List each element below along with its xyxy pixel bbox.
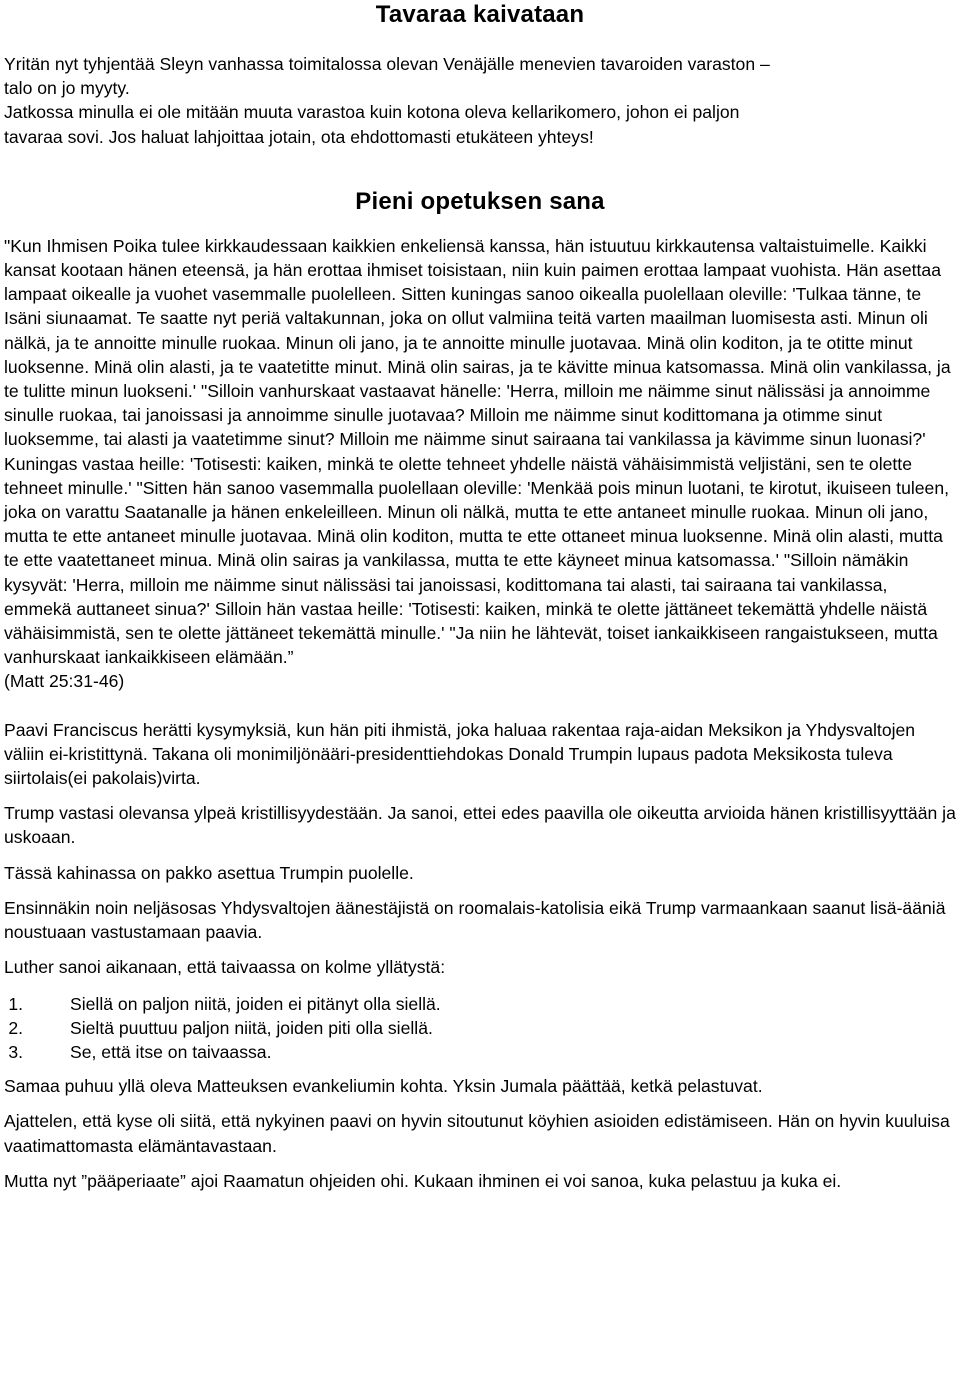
list-number: 2. [8, 1017, 23, 1038]
list-item-text: Se, että itse on taivaassa. [70, 1041, 272, 1062]
body-paragraph: Ajattelen, että kyse oli siitä, että nykyinen paavi on hyvin sitoutunut köyhien asioiden edistämiseen. Hän on hyvin kuuluisa vaatimattomasta elämäntavastaan. [4, 1111, 950, 1156]
list-item [4, 1040, 956, 1064]
body-paragraph: Ensinnäkin noin neljäsosas Yhdysvaltojen äänestäjistä on roomalais-katolisia eikä Trump varmaankaan saanut lisä-ääniä noustuaan vastustamaan paavia. [4, 897, 946, 943]
surprises-list [4, 992, 956, 1065]
scripture-quote [4, 234, 956, 694]
list-item-text: Sieltä puuttuu paljon niitä, joiden piti olla siellä. [70, 1017, 433, 1038]
intro-line: talo on jo myyty. [4, 78, 130, 99]
body-paragraph: Luther sanoi aikanaan, että taivaassa on kolme yllätystä: [4, 957, 446, 978]
intro-line: Jatkossa minulla ei ole mitään muuta varastoa kuin kotona oleva kellarikomero, johon ei paljon [4, 102, 740, 123]
body-paragraph: Samaa puhuu yllä oleva Matteuksen evankeliumin kohta. Yksin Jumala päättää, ketkä pelastuvat. [4, 1076, 763, 1097]
intro-line: Yritän nyt tyhjentää Sleyn vanhassa toimitalossa olevan Venäjälle menevien tavaroiden varaston – [4, 54, 770, 74]
section-title: Pieni opetuksen sana [355, 187, 605, 215]
intro-line: tavaraa sovi. Jos haluat lahjoittaa jotain, ota ehdottomasti etukäteen yhteys! [4, 126, 594, 147]
list-item [4, 1016, 956, 1040]
quote-text: "Kun Ihmisen Poika tulee kirkkaudessaan kaikkien enkeliensä kanssa, hän istuutuu kirkkautensa valtaistuimelle. Kaikki kansat kootaan hänen eteensä, ja hän erottaa ihmiset toisistaan, niin kuin paimen erottaa lampaat vuohista. Hän asettaa lampaat oikealle ja vuohet vasemmalle puolelleen. Sitten kuningas sanoo oikealla puolellaan oleville: 'Tulkaa tänne, te Isäni siunaamat. Te saatte nyt periä valtakunnan, joka on ollut valmiina teitä varten maailman luomisesta asti. Minun oli nälkä, ja te annoitte minulle ruokaa. Minun oli jano, ja te annoitte minulle juotavaa. Minä olin koditon, ja te otitte minut luoksenne. Minä olin alasti, ja te vaatetitte minut. Minä olin sairas, ja te kävitte minua katsomassa. Minä olin vankilassa, ja te tulitte minun luokseni.' "Silloin vanhurskaat vastaavat hänelle: 'Herra, milloin me näimme sinut nälissäsi ja annoimme sinulle ruokaa, tai janoissasi ja annoimme sinulle juotavaa? Milloin me näimme sinut kodittomana ja otimme sinut luoksemme, tai alasti ja vaatetimme sinut? Milloin me näimme sinut sairaana tai vankilassa ja kävimme sinun luonasi?' Kuningas vastaa heille: 'Totisesti: kaiken, minkä te olette tehneet yhdelle näistä vähäisimmistä veljistäni, sen te olette tehneet minulle.' "Sitten hän sanoo vasemmalla puolellaan oleville: 'Menkää pois minun luotani, te kirotut, ikuiseen tuleen, joka on varattu Saatanalle ja hänen enkeleilleen. Minun oli nälkä, mutta te ette antaneet minulle ruokaa. Minun oli jano, mutta te ette antaneet minulle juotavaa. Minä olin koditon, mutta te ette ottaneet minua luoksenne. Minä olin alasti, mutta te ette vaatettaneet minua. Minä olin sairas ja vankilassa, mutta te ette käyneet minua katsomassa.' "Silloin nämäkin kysyvät: 'Herra, milloin me näimme sinut nälissäsi tai janoissasi, kodittomana tai alasti, tai sairaana tai vankilassa, emmekä auttaneet sinua?' Silloin hän vastaa heille: 'Totisesti: kaiken, minkä te olette jättäneet tekemättä yhdelle näistä vähäisimmistä, sen te olette jättäneet tekemättä minulle.' "Ja niin he lähtevät, toiset iankaikkiseen rangaistukseen, mutta vanhurskaat iankaikkiseen elämään.” [4, 235, 951, 668]
list-number: 3. [8, 1041, 23, 1062]
document-page [4, 0, 956, 1193]
body-paragraph: Mutta nyt ”pääperiaate” ajoi Raamatun ohjeiden ohi. Kukaan ihminen ei voi sanoa, kuka pelastuu ja kuka ei. [4, 1170, 842, 1191]
intro-paragraph [4, 52, 956, 149]
page-title: Tavaraa kaivataan [375, 1, 585, 28]
list-item [4, 992, 956, 1016]
quote-reference: (Matt 25:31-46) [4, 671, 125, 692]
list-item-text: Siellä on paljon niitä, joiden ei pitänyt olla siellä. [70, 993, 441, 1014]
body-paragraph: Trump vastasi olevansa ylpeä kristillisyydestään. Ja sanoi, ettei edes paavilla ole oikeutta arvioida hänen kristillisyyttään ja uskoaan. [4, 803, 956, 848]
body-paragraph: Tässä kahinassa on pakko asettua Trumpin puolelle. [4, 862, 414, 883]
body-paragraph: Paavi Franciscus herätti kysymyksiä, kun hän piti ihmistä, joka haluaa rakentaa raja-aidan Meksikon ja Yhdysvaltojen väliin ei-kristittynä. Takana oli monimiljönääri-presidenttiehdokas Donald Trumpin lupaus padota Meksikosta tuleva siirtolais(ei pakolais)virta. [4, 719, 916, 789]
list-number: 1. [8, 993, 23, 1014]
